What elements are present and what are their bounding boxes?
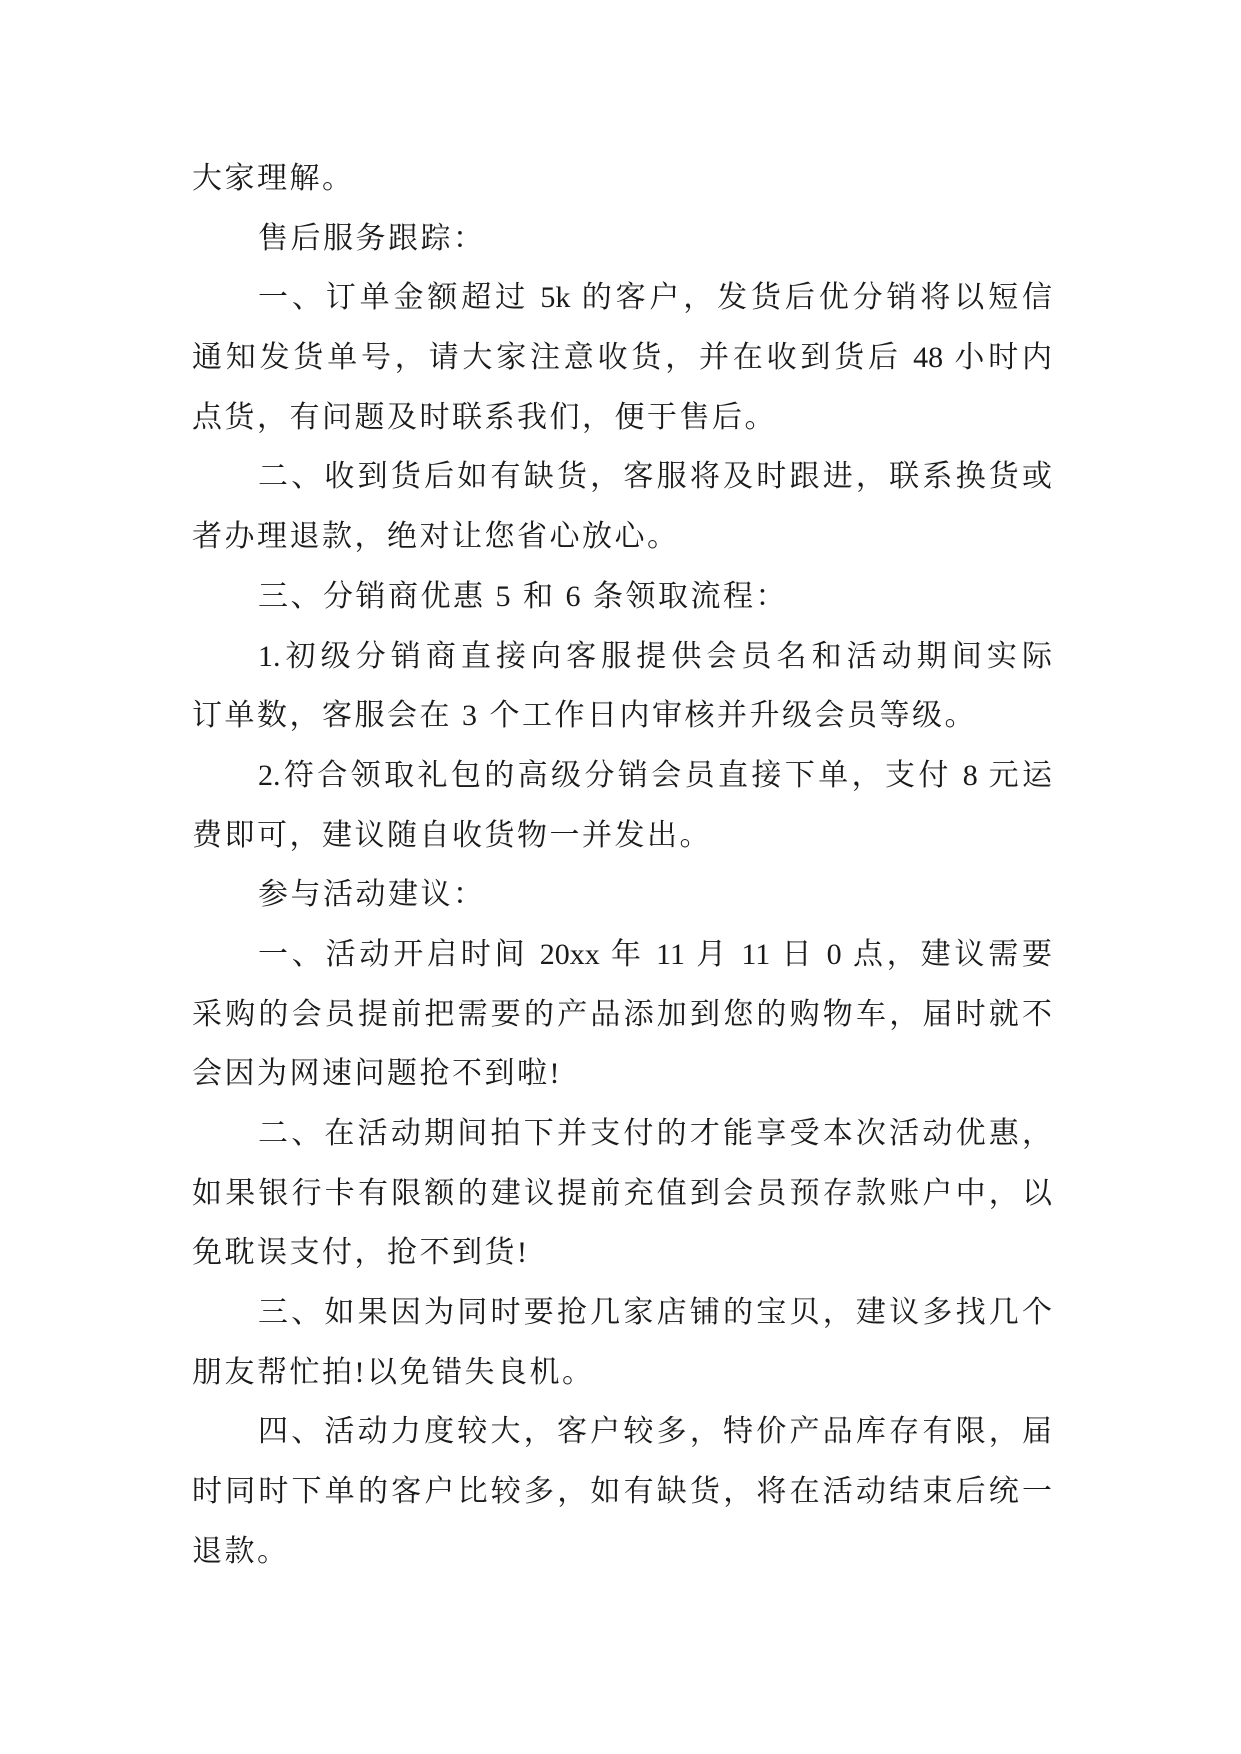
text-line: 费即可，建议随自收货物一并发出。: [192, 818, 712, 852]
text-line: 采购的会员提前把需要的产品添加到您的购物车，届时就不: [192, 997, 1052, 1031]
text-line: 者办理退款，绝对让您省心放心。: [192, 520, 680, 554]
text-line: 二、收到货后如有缺货，客服将及时跟进，联系换货或: [258, 460, 1052, 494]
text-line: 朋友帮忙拍!以免错失良机。: [192, 1355, 595, 1389]
paragraph: [192, 567, 1052, 627]
text-line: 订单数，客服会在 3 个工作日内审核并升级会员等级。: [192, 699, 977, 733]
paragraph: [192, 925, 1052, 1104]
text-line: 三、分销商优惠 5 和 6 条领取流程：: [258, 579, 788, 613]
paragraph: [192, 268, 1052, 447]
text-line: 会因为网速问题抢不到啦!: [192, 1057, 562, 1091]
paragraph: [192, 627, 1052, 746]
paragraph: [192, 1104, 1052, 1283]
text-line: 二、在活动期间拍下并支付的才能享受本次活动优惠，: [258, 1117, 1052, 1150]
paragraph: [192, 149, 1052, 209]
text-line: 售后服务跟踪：: [258, 221, 486, 255]
paragraph: [192, 1283, 1052, 1402]
text-line: 免耽误支付，抢不到货!: [192, 1236, 530, 1270]
section-heading: [192, 209, 1052, 269]
text-line: 点货，有问题及时联系我们，便于售后。: [192, 400, 777, 434]
paragraph: [192, 746, 1052, 865]
text-line: 如果银行卡有限额的建议提前充值到会员预存款账户中，以: [192, 1176, 1052, 1210]
text-line: 三、如果因为同时要抢几家店铺的宝贝，建议多找几个: [258, 1296, 1052, 1330]
document-body: [192, 149, 1052, 1582]
text-line: 2.符合领取礼包的高级分销会员直接下单，支付 8 元运: [258, 758, 1052, 792]
section-heading: [192, 865, 1052, 925]
paragraph: [192, 1402, 1052, 1581]
text-line: 通知发货单号，请大家注意收货，并在收到货后 48 小时内: [192, 341, 1052, 375]
text-line: 时同时下单的客户比较多，如有缺货，将在活动结束后统一: [192, 1475, 1052, 1509]
text-line: 一、订单金额超过 5k 的客户，发货后优分销将以短信: [258, 281, 1052, 315]
text-line: 一、活动开启时间 20xx 年 11 月 11 日 0 点，建议需要: [258, 937, 1052, 971]
text-line: 四、活动力度较大，客户较多，特价产品库存有限，届: [258, 1415, 1052, 1449]
text-line: 退款。: [192, 1534, 290, 1568]
text-line: 1.初级分销商直接向客服提供会员名和活动期间实际: [258, 639, 1052, 673]
text-line: 参与活动建议：: [258, 878, 486, 912]
text-line: 大家理解。: [192, 162, 355, 195]
paragraph: [192, 447, 1052, 566]
